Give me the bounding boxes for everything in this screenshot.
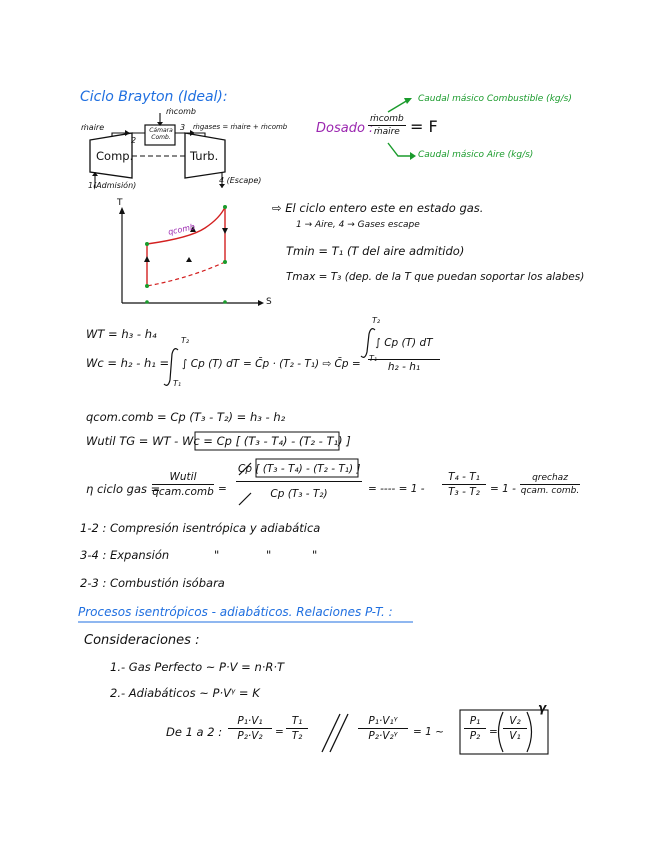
rel-fraction-3 [358, 715, 408, 742]
rel-f4-num: P₁ [464, 715, 486, 729]
qcomb-label: qcomb [167, 222, 196, 237]
page-title: Ciclo Brayton (Ideal): [80, 89, 228, 105]
consideration-1: 1.- Gas Perfecto ~ P·V = n·R·T [110, 660, 285, 674]
eq-wutil: Wutil TG = WT - Wc = Cp [ (T₃ - T₄) - (T₂ - T₁) ] [86, 434, 351, 448]
cp-num: ∫ Cp (T) dT [368, 337, 440, 360]
rel-f2-den: T₂ [291, 730, 303, 742]
eta-f4-pre: = 1 - [490, 483, 516, 495]
note-aire-gases: 1 → Aire, 4 → Gases escape [296, 220, 420, 230]
eq-wt: WT = h₃ - h₄ [86, 327, 157, 341]
dosado-num: ṁcomb [370, 114, 404, 124]
rel-f1-den: P₂·V₂ [237, 730, 263, 742]
dosado-arrow-top [388, 100, 408, 112]
rel-fraction-4 [464, 715, 486, 742]
dosado-bottom-note: Caudal másico Aire (kg/s) [418, 150, 534, 160]
process-3-4-text: 3-4 : Expansión [80, 548, 170, 562]
eta-fraction-3 [442, 471, 486, 498]
dosado-arrow-bottom [388, 143, 412, 156]
eta-f3-num: T₄ - T₁ [442, 471, 486, 485]
combustion-chamber-label: Cámara Comb. [149, 127, 173, 141]
de-1-a-2: De 1 a 2 : [166, 725, 223, 739]
rel-f2-num: T₁ [286, 715, 308, 729]
rel-f4-den: P₂ [469, 730, 481, 742]
eta-f1-den: qcam.comb [152, 486, 214, 498]
int-lower: T₁ [173, 379, 182, 388]
t-axis-label: T [117, 198, 123, 208]
eta-f2-num: Cp [ (T₃ - T₄) - (T₂ - T₁) ] [236, 463, 362, 482]
node-2: 2 [131, 136, 137, 145]
dosado-equals-f: = F [410, 117, 438, 136]
s-axis-label: S [266, 297, 272, 307]
ditto-2: " [266, 548, 272, 562]
rel-f5-num: V₂ [503, 715, 527, 729]
rel-fraction-2 [286, 715, 308, 742]
eq-sign: = [218, 483, 227, 495]
rel-f3-num: P₁·V₁ᵞ [358, 715, 408, 729]
note-gas: ⇨ El ciclo entero este en estado gas. [272, 201, 484, 215]
node-3: 3 [180, 123, 186, 132]
eta-f4-num: qrechaz [520, 473, 580, 485]
compressor-label: Comp. [96, 149, 134, 163]
dosado-fraction [368, 114, 406, 137]
node-4: 4 (Escape) [219, 176, 262, 185]
rel-f3-den: P₂·V₂ᵞ [368, 730, 398, 742]
note-tmin: Tmin = T₁ (T del aire admitido) [286, 244, 465, 258]
cp-den: h₂ - h₁ [387, 361, 421, 373]
eq-qcom: qcom.comb = Cp (T₃ - T₂) = h₃ - h₂ [86, 410, 286, 424]
dosado-top-note: Caudal másico Combustible (kg/s) [418, 94, 572, 104]
consideration-2: 2.- Adiabáticos ~ P·Vᵞ = K [110, 686, 260, 700]
eq-wc-integrand: ∫ Cp (T) dT [182, 358, 240, 370]
turbine-label: Turb. [190, 149, 219, 163]
ditto-1: " [214, 548, 220, 562]
eta-mid: = ---- = 1 - [368, 483, 425, 495]
cp-int-lower: T₁ [369, 354, 378, 363]
cp-fraction [368, 337, 440, 373]
considerations-label: Consideraciones : [84, 633, 200, 648]
rel-fraction-5 [503, 715, 527, 742]
m-aire-label: ṁaire [81, 123, 105, 132]
eq-wc-right: = C̄p · (T₂ - T₁) ⇨ C̄p = [243, 358, 361, 370]
m-gases-label: ṁgases = ṁaire + ṁcomb [193, 123, 288, 131]
rel-f5-den: V₁ [509, 730, 521, 742]
eta-fraction-2 [236, 463, 362, 500]
node-1: 1(Admisión) [88, 181, 137, 190]
dosado-den: ṁaire [373, 127, 400, 137]
process-4-1 [147, 262, 225, 286]
eta-fraction-4 [520, 473, 580, 496]
process-1-2-text: 1-2 : Compresión isentrópica y adiabática [80, 521, 321, 535]
ditto-3: " [312, 548, 318, 562]
note-tmax: Tmax = T₃ (dep. de la T que puedan soportar los alabes) [286, 271, 585, 283]
eta-f1-num: Wutil [152, 471, 214, 485]
eq-wc-left: Wc = h₂ - h₁ = [86, 356, 170, 370]
int-upper: T₂ [181, 336, 190, 345]
rel-f1-num: P₁·V₁ [228, 715, 272, 729]
rel-f3-eq: = 1 ~ [413, 726, 444, 738]
cp-int-upper: T₂ [372, 316, 381, 325]
eta-f2-den: Cp (T₃ - T₂) [270, 488, 328, 500]
eta-f3-den: T₃ - T₂ [448, 486, 480, 498]
eta-f4-den: qcam. comb. [520, 486, 580, 496]
gamma-exponent: γ [538, 701, 547, 715]
section-heading: Procesos isentrópicos - adiabáticos. Relaciones P-T. : [78, 605, 393, 619]
eq-sign-2: = [275, 726, 284, 738]
eq-sign-3: = [489, 726, 498, 738]
rel-fraction-1 [228, 715, 272, 742]
dosado-label: Dosado : [316, 121, 374, 136]
process-2-3-text: 2-3 : Combustión isóbara [80, 576, 225, 590]
eta-fraction-1 [152, 471, 214, 498]
m-comb-label: ṁcomb [166, 107, 196, 116]
eta-label: η ciclo gas = [86, 482, 161, 496]
